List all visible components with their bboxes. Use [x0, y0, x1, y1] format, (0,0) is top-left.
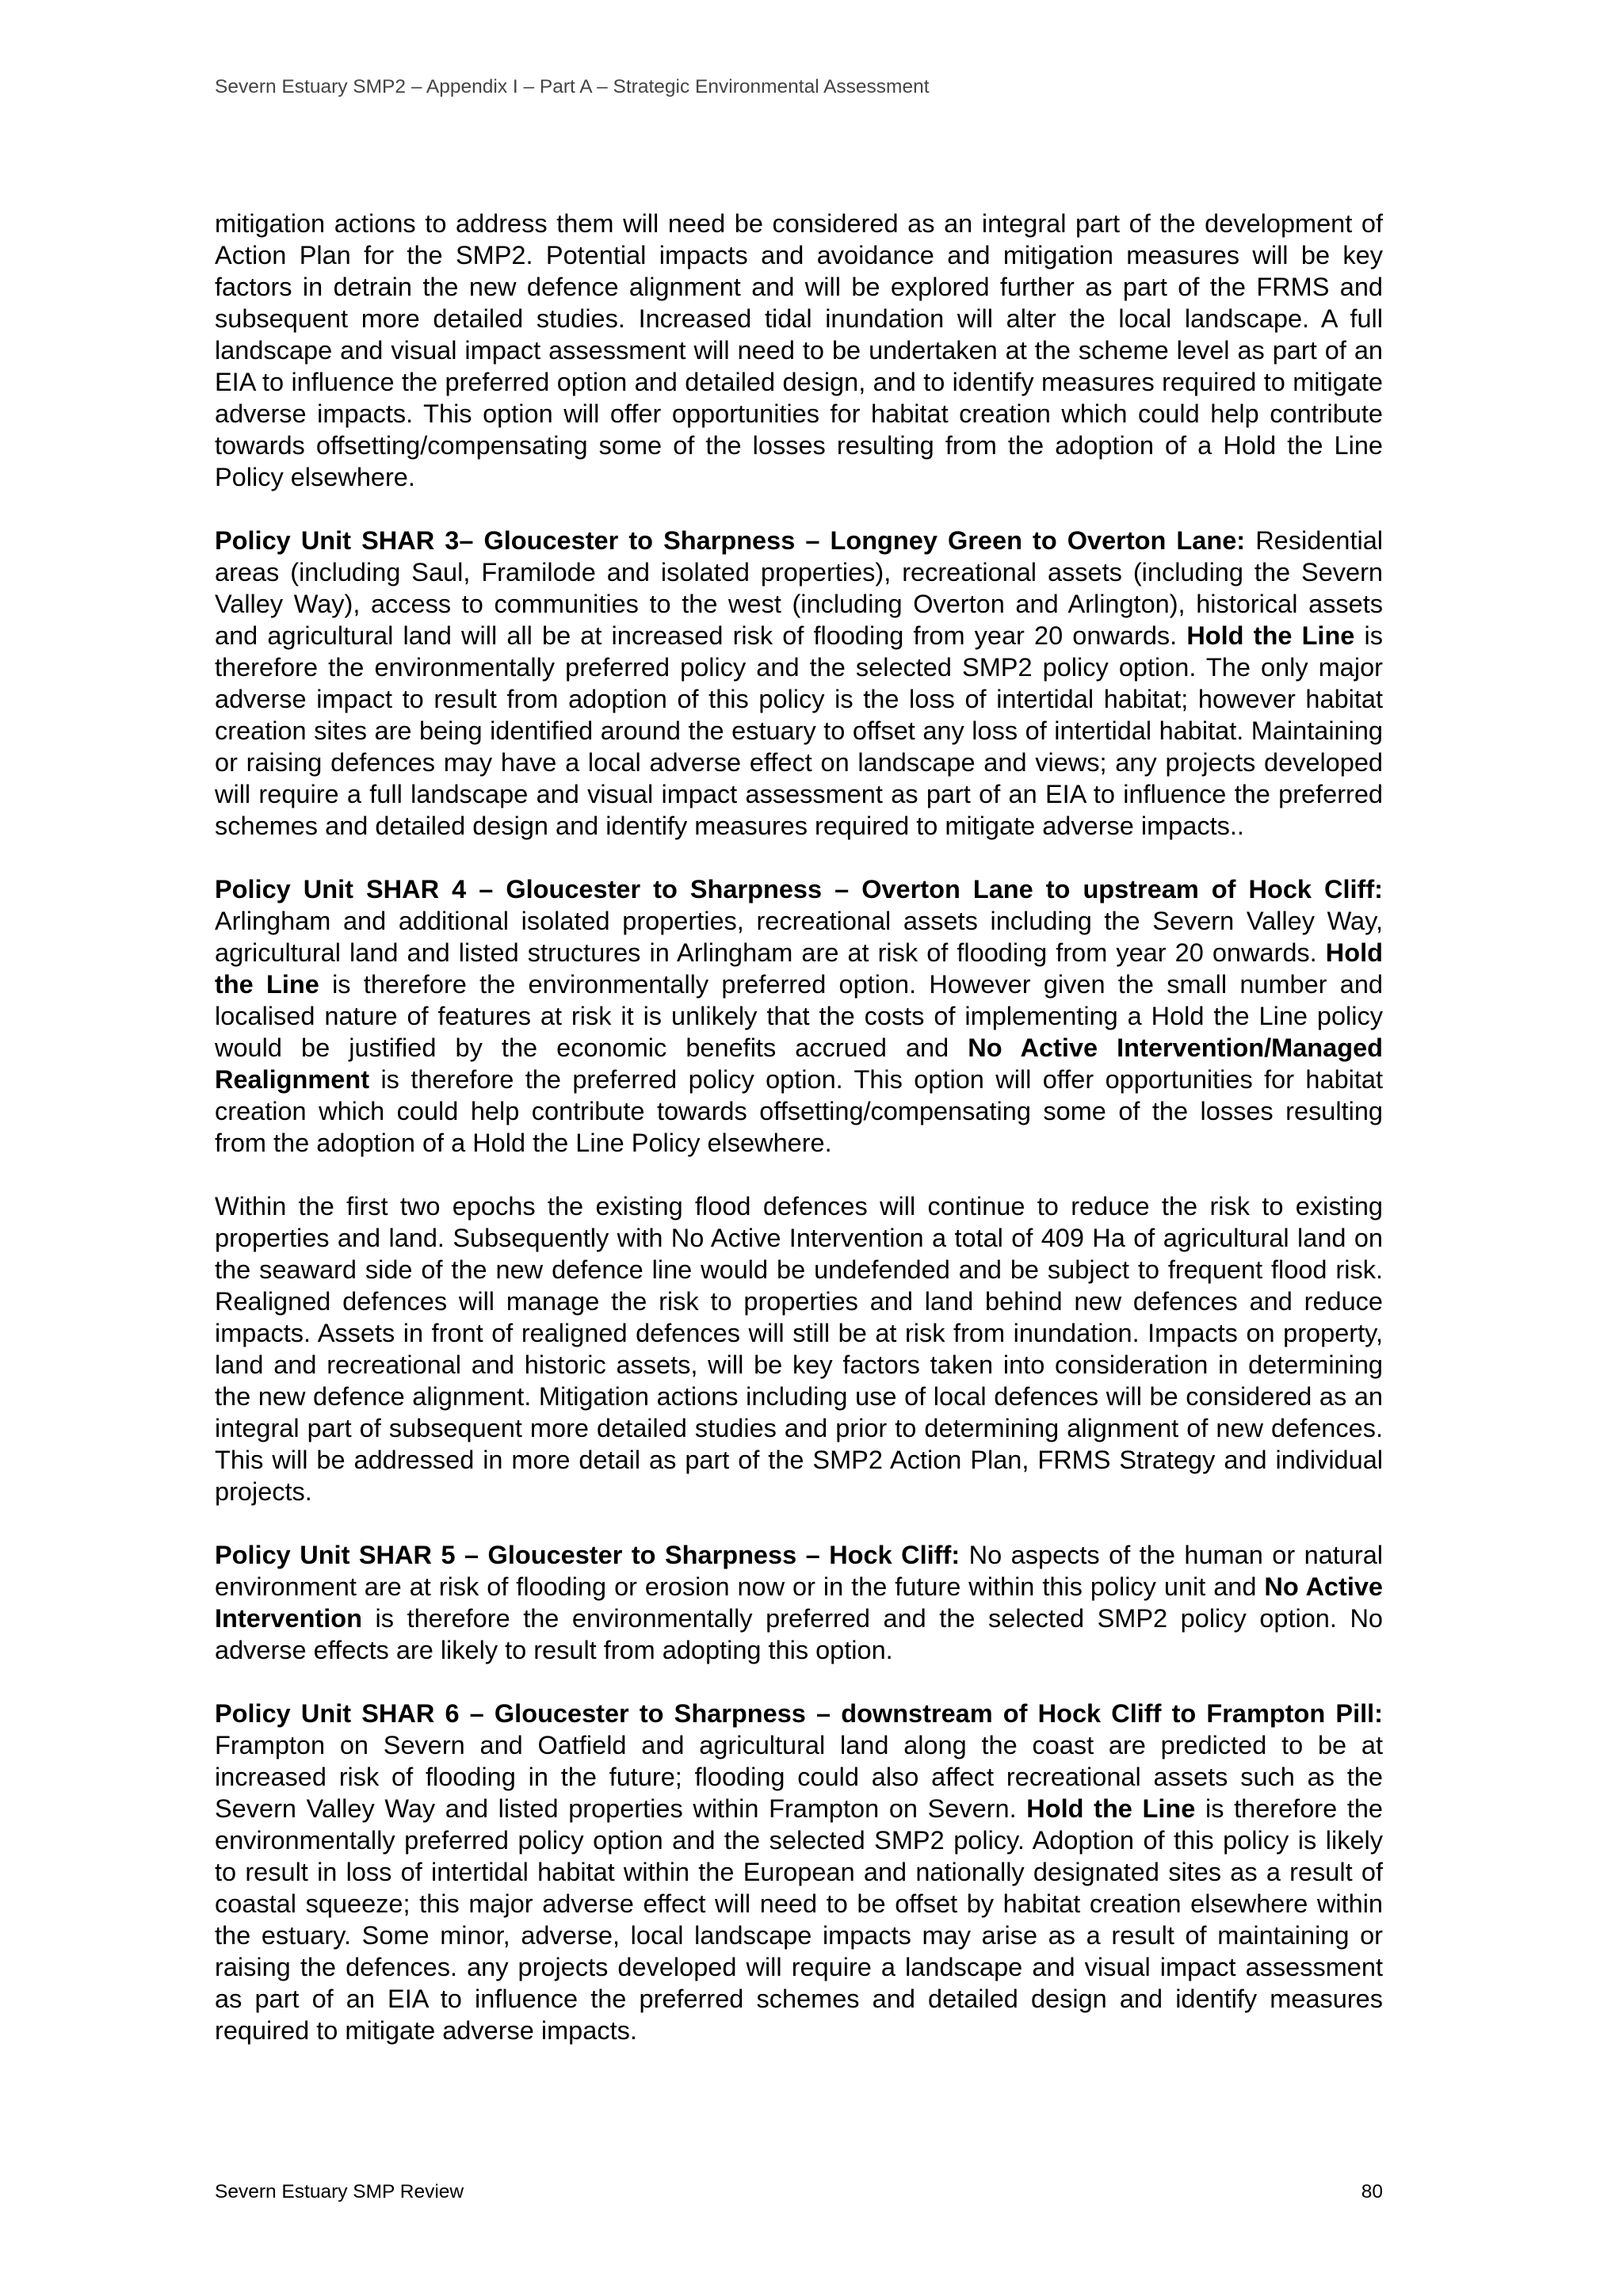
- bold-text-segment: No Active Intervention/Managed Realignment: [215, 1033, 1383, 1094]
- paragraph: [215, 525, 1383, 842]
- paragraph: [215, 1698, 1383, 2046]
- text-segment: Frampton on Severn and Oatfield and agricultural land along the coast are predicted to be at increased risk of flooding in the future; flooding could also affect recreational assets such as the Severn Valley Way and listed properties within Frampton on Severn.: [215, 1731, 1383, 1823]
- paragraph: [215, 208, 1383, 493]
- text-segment: is therefore the environmentally preferred policy and the selected SMP2 policy option. The only major adverse impact to result from adoption of this policy is the loss of intertidal habitat; however habitat creation sites are being identified around the estuary to offset any loss of intertidal habitat. Maintaining or raising defences may have a local adverse effect on landscape and views; any projects developed will require a full landscape and visual impact assessment as part of an EIA to influence the preferred schemes and detailed design and identify measures required to mitigate adverse impacts..: [215, 621, 1384, 840]
- bold-text-segment: Policy Unit SHAR 6 – Gloucester to Sharpness – downstream of Hock Cliff to Frampton Pill:: [215, 1699, 1383, 1728]
- bold-text-segment: No Active Intervention: [215, 1572, 1383, 1633]
- text-segment: mitigation actions to address them will need be considered as an integral part of the development of Action Plan for the SMP2. Potential impacts and avoidance and mitigation measures will be key factors in detrain the new defence alignment and will be explored further as part of the FRMS and subsequent more detailed studies. Increased tidal inundation will alter the local landscape. A full landscape and visual impact assessment will need to be undertaken at the scheme level as part of an EIA to influence the preferred option and detailed design, and to identify measures required to mitigate adverse impacts. This option will offer opportunities for habitat creation which could help contribute towards offsetting/compensating some of the losses resulting from the adoption of a Hold the Line Policy elsewhere.: [215, 209, 1383, 491]
- bold-text-segment: Hold the Line: [1026, 1794, 1196, 1823]
- running-header: Severn Estuary SMP2 – Appendix I – Part A – Strategic Environmental Assessment: [215, 76, 930, 97]
- text-segment: is therefore the environmentally preferred and the selected SMP2 policy option. No adverse effects are likely to result from adopting this option.: [215, 1604, 1383, 1664]
- bold-text-segment: Hold the Line: [215, 938, 1383, 999]
- document-body: [215, 208, 1383, 2078]
- bold-text-segment: Policy Unit SHAR 3– Gloucester to Sharpness – Longney Green to Overton Lane:: [215, 526, 1246, 555]
- paragraph: [215, 1190, 1383, 1507]
- page-number: 80: [1361, 2181, 1383, 2202]
- page-footer: [215, 2181, 1383, 2203]
- bold-text-segment: Policy Unit SHAR 5 – Gloucester to Sharpness – Hock Cliff:: [215, 1541, 960, 1569]
- bold-text-segment: Policy Unit SHAR 4 – Gloucester to Sharpness – Overton Lane to upstream of Hock Cliff:: [215, 875, 1383, 904]
- bold-text-segment: Hold the Line: [1186, 621, 1355, 650]
- text-segment: is therefore the environmentally preferred option. However given the small number and localised nature of features at risk it is unlikely that the costs of implementing a Hold the Line policy would be justified by the economic benefits accrued and: [215, 970, 1383, 1062]
- paragraph: [215, 873, 1383, 1159]
- text-segment: Residential areas (including Saul, Framilode and isolated properties), recreational assets (including the Severn Valley Way), access to communities to the west (including Overton and Arlington), historical assets and agricultural land will all be at increased risk of flooding from year 20 onwards.: [215, 526, 1383, 650]
- text-segment: Within the first two epochs the existing flood defences will continue to reduce the risk to existing properties and land. Subsequently with No Active Intervention a total of 409 Ha of agricultural land on the seaward side of the new defence line would be undefended and be subject to frequent flood risk. Realigned defences will manage the risk to properties and land behind new defences and reduce impacts. Assets in front of realigned defences will still be at risk from inundation. Impacts on property, land and recreational and historic assets, will be key factors taken into consideration in determining the new defence alignment. Mitigation actions including use of local defences will be considered as an integral part of subsequent more detailed studies and prior to determining alignment of new defences. This will be addressed in more detail as part of the SMP2 Action Plan, FRMS Strategy and individual projects.: [215, 1192, 1383, 1506]
- text-segment: is therefore the preferred policy option. This option will offer opportunities for habitat creation which could help contribute towards offsetting/compensating some of the losses resulting from the adoption of a Hold the Line Policy elsewhere.: [215, 1065, 1383, 1157]
- text-segment: Arlingham and additional isolated properties, recreational assets including the Severn Valley Way, agricultural land and listed structures in Arlingham are at risk of flooding from year 20 onwards.: [215, 907, 1383, 967]
- footer-document-title: Severn Estuary SMP Review: [215, 2181, 464, 2202]
- paragraph: [215, 1539, 1383, 1666]
- text-segment: is therefore the environmentally preferred policy option and the selected SMP2 policy. Adoption of this policy is likely to result in loss of intertidal habitat within the European and nationally designated sites as a result of coastal squeeze; this major adverse effect will need to be offset by habitat creation elsewhere within the estuary. Some minor, adverse, local landscape impacts may arise as a result of maintaining or raising the defences. any projects developed will require a landscape and visual impact assessment as part of an EIA to influence the preferred schemes and detailed design and identify measures required to mitigate adverse impacts.: [215, 1794, 1383, 2045]
- text-segment: No aspects of the human or natural environment are at risk of flooding or erosion now or in the future within this policy unit and: [215, 1541, 1383, 1601]
